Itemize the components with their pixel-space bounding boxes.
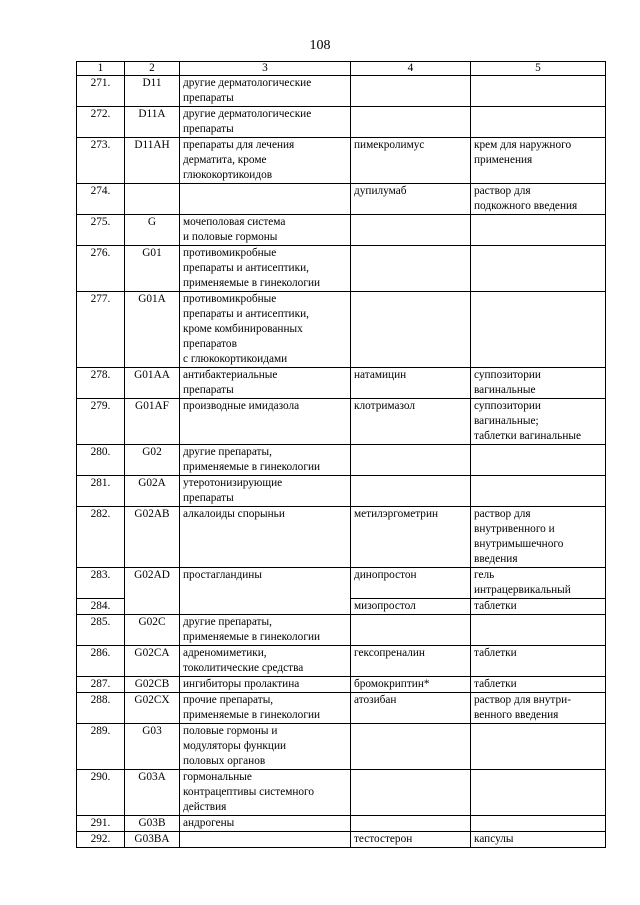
group-name-cell: другие препараты, применяемые в гинекологии: [180, 445, 351, 476]
page-number: 108: [309, 38, 331, 53]
table-row: [77, 646, 606, 677]
atc-code-cell: G: [125, 215, 180, 246]
column-header-3: 3: [180, 62, 351, 76]
dosage-form-cell: суппозитории вагинальные: [471, 368, 606, 399]
group-name-cell: прочие препараты, применяемые в гинекологии: [180, 693, 351, 724]
dosage-form-cell: [471, 246, 606, 292]
dosage-form-cell: [471, 770, 606, 816]
row-number-cell: 292.: [77, 832, 125, 848]
group-name-cell: производные имидазола: [180, 399, 351, 445]
drug-name-cell: натамицин: [351, 368, 471, 399]
row-number-cell: 279.: [77, 399, 125, 445]
atc-code-cell: G03B: [125, 816, 180, 832]
drug-name-cell: гексопреналин: [351, 646, 471, 677]
table-row: [77, 476, 606, 507]
drug-name-cell: [351, 215, 471, 246]
drug-name-cell: клотримазол: [351, 399, 471, 445]
table-row: [77, 724, 606, 770]
dosage-form-cell: гель интрацервикальный: [471, 568, 606, 599]
drug-name-cell: [351, 770, 471, 816]
group-name-cell: противомикробные препараты и антисептики, применяемые в гинекологии: [180, 246, 351, 292]
atc-code-cell: [125, 184, 180, 215]
group-name-cell: простагландины: [180, 568, 351, 615]
group-name-cell: противомикробные препараты и антисептики, кроме комбинированных препаратов с глюкокортикоидами: [180, 292, 351, 368]
drug-name-cell: [351, 246, 471, 292]
row-number-cell: 272.: [77, 107, 125, 138]
row-number-cell: 275.: [77, 215, 125, 246]
row-number-cell: 280.: [77, 445, 125, 476]
atc-code-cell: G03: [125, 724, 180, 770]
drug-name-cell: динопростон: [351, 568, 471, 599]
row-number-cell: 276.: [77, 246, 125, 292]
dosage-form-cell: капсулы: [471, 832, 606, 848]
atc-code-cell: G03A: [125, 770, 180, 816]
table-header-row: [77, 62, 606, 76]
dosage-form-cell: [471, 816, 606, 832]
atc-code-cell: G02C: [125, 615, 180, 646]
row-number-cell: 284.: [77, 599, 125, 615]
drug-name-cell: атозибан: [351, 693, 471, 724]
drug-name-cell: пимекролимус: [351, 138, 471, 184]
dosage-form-cell: таблетки: [471, 599, 606, 615]
table-row: [77, 107, 606, 138]
drug-name-cell: [351, 476, 471, 507]
table-row: [77, 138, 606, 184]
row-number-cell: 291.: [77, 816, 125, 832]
table-row: [77, 445, 606, 476]
atc-code-cell: G01A: [125, 292, 180, 368]
row-number-cell: 277.: [77, 292, 125, 368]
drug-name-cell: [351, 76, 471, 107]
atc-code-cell: G02CX: [125, 693, 180, 724]
table-row: [77, 568, 606, 599]
row-number-cell: 283.: [77, 568, 125, 599]
dosage-form-cell: [471, 107, 606, 138]
dosage-form-cell: [471, 76, 606, 107]
group-name-cell: адреномиметики, токолитические средства: [180, 646, 351, 677]
column-header-5: 5: [471, 62, 606, 76]
drug-name-cell: [351, 615, 471, 646]
drug-name-cell: мизопростол: [351, 599, 471, 615]
dosage-form-cell: раствор для внутри- венного введения: [471, 693, 606, 724]
group-name-cell: препараты для лечения дерматита, кроме глюкокортикоидов: [180, 138, 351, 184]
table-row: [77, 832, 606, 848]
row-number-cell: 289.: [77, 724, 125, 770]
group-name-cell: половые гормоны и модуляторы функции половых органов: [180, 724, 351, 770]
dosage-form-cell: [471, 615, 606, 646]
atc-code-cell: G01: [125, 246, 180, 292]
table-row: [77, 677, 606, 693]
dosage-form-cell: суппозитории вагинальные; таблетки вагинальные: [471, 399, 606, 445]
table-row: [77, 368, 606, 399]
atc-code-cell: G02AB: [125, 507, 180, 568]
group-name-cell: андрогены: [180, 816, 351, 832]
dosage-form-cell: раствор для подкожного введения: [471, 184, 606, 215]
dosage-form-cell: [471, 292, 606, 368]
row-number-cell: 281.: [77, 476, 125, 507]
atc-code-cell: D11A: [125, 107, 180, 138]
drug-name-cell: [351, 724, 471, 770]
row-number-cell: 282.: [77, 507, 125, 568]
atc-code-cell: G02AD: [125, 568, 180, 615]
atc-code-cell: G02A: [125, 476, 180, 507]
column-header-2: 2: [125, 62, 180, 76]
row-number-cell: 288.: [77, 693, 125, 724]
row-number-cell: 274.: [77, 184, 125, 215]
column-header-4: 4: [351, 62, 471, 76]
group-name-cell: гормональные контрацептивы системного действия: [180, 770, 351, 816]
dosage-form-cell: крем для наружного применения: [471, 138, 606, 184]
atc-code-cell: D11: [125, 76, 180, 107]
group-name-cell: антибактериальные препараты: [180, 368, 351, 399]
atc-code-cell: G01AA: [125, 368, 180, 399]
atc-code-cell: D11AH: [125, 138, 180, 184]
table-row: [77, 184, 606, 215]
group-name-cell: другие дерматологические препараты: [180, 107, 351, 138]
group-name-cell: другие препараты, применяемые в гинекологии: [180, 615, 351, 646]
atc-code-cell: G01AF: [125, 399, 180, 445]
drug-name-cell: [351, 107, 471, 138]
atc-code-cell: G02CB: [125, 677, 180, 693]
dosage-form-cell: [471, 215, 606, 246]
table-row: [77, 399, 606, 445]
row-number-cell: 278.: [77, 368, 125, 399]
table-row: [77, 770, 606, 816]
group-name-cell: утеротонизирующие препараты: [180, 476, 351, 507]
drug-name-cell: [351, 445, 471, 476]
table-row: [77, 246, 606, 292]
table-row: [77, 816, 606, 832]
table-row: [77, 615, 606, 646]
group-name-cell: [180, 832, 351, 848]
table-row: [77, 292, 606, 368]
dosage-form-cell: таблетки: [471, 677, 606, 693]
drug-name-cell: бромокриптин*: [351, 677, 471, 693]
dosage-form-cell: таблетки: [471, 646, 606, 677]
table-row: [77, 507, 606, 568]
atc-code-cell: G02: [125, 445, 180, 476]
column-header-1: 1: [77, 62, 125, 76]
row-number-cell: 285.: [77, 615, 125, 646]
drug-name-cell: метилэргометрин: [351, 507, 471, 568]
dosage-form-cell: раствор для внутривенного и внутримышечного введения: [471, 507, 606, 568]
row-number-cell: 287.: [77, 677, 125, 693]
row-number-cell: 273.: [77, 138, 125, 184]
table-row: [77, 215, 606, 246]
group-name-cell: ингибиторы пролактина: [180, 677, 351, 693]
dosage-form-cell: [471, 724, 606, 770]
atc-code-cell: G02CA: [125, 646, 180, 677]
drug-name-cell: тестостерон: [351, 832, 471, 848]
atc-code-cell: G03BA: [125, 832, 180, 848]
group-name-cell: другие дерматологические препараты: [180, 76, 351, 107]
group-name-cell: мочеполовая система и половые гормоны: [180, 215, 351, 246]
row-number-cell: 290.: [77, 770, 125, 816]
dosage-form-cell: [471, 476, 606, 507]
table-row: [77, 693, 606, 724]
drug-list-table: [76, 61, 606, 848]
group-name-cell: [180, 184, 351, 215]
table-row: [77, 76, 606, 107]
dosage-form-cell: [471, 445, 606, 476]
drug-name-cell: [351, 292, 471, 368]
drug-name-cell: [351, 816, 471, 832]
drug-name-cell: дупилумаб: [351, 184, 471, 215]
row-number-cell: 286.: [77, 646, 125, 677]
group-name-cell: алкалоиды спорыньи: [180, 507, 351, 568]
table-body: [77, 76, 606, 848]
row-number-cell: 271.: [77, 76, 125, 107]
